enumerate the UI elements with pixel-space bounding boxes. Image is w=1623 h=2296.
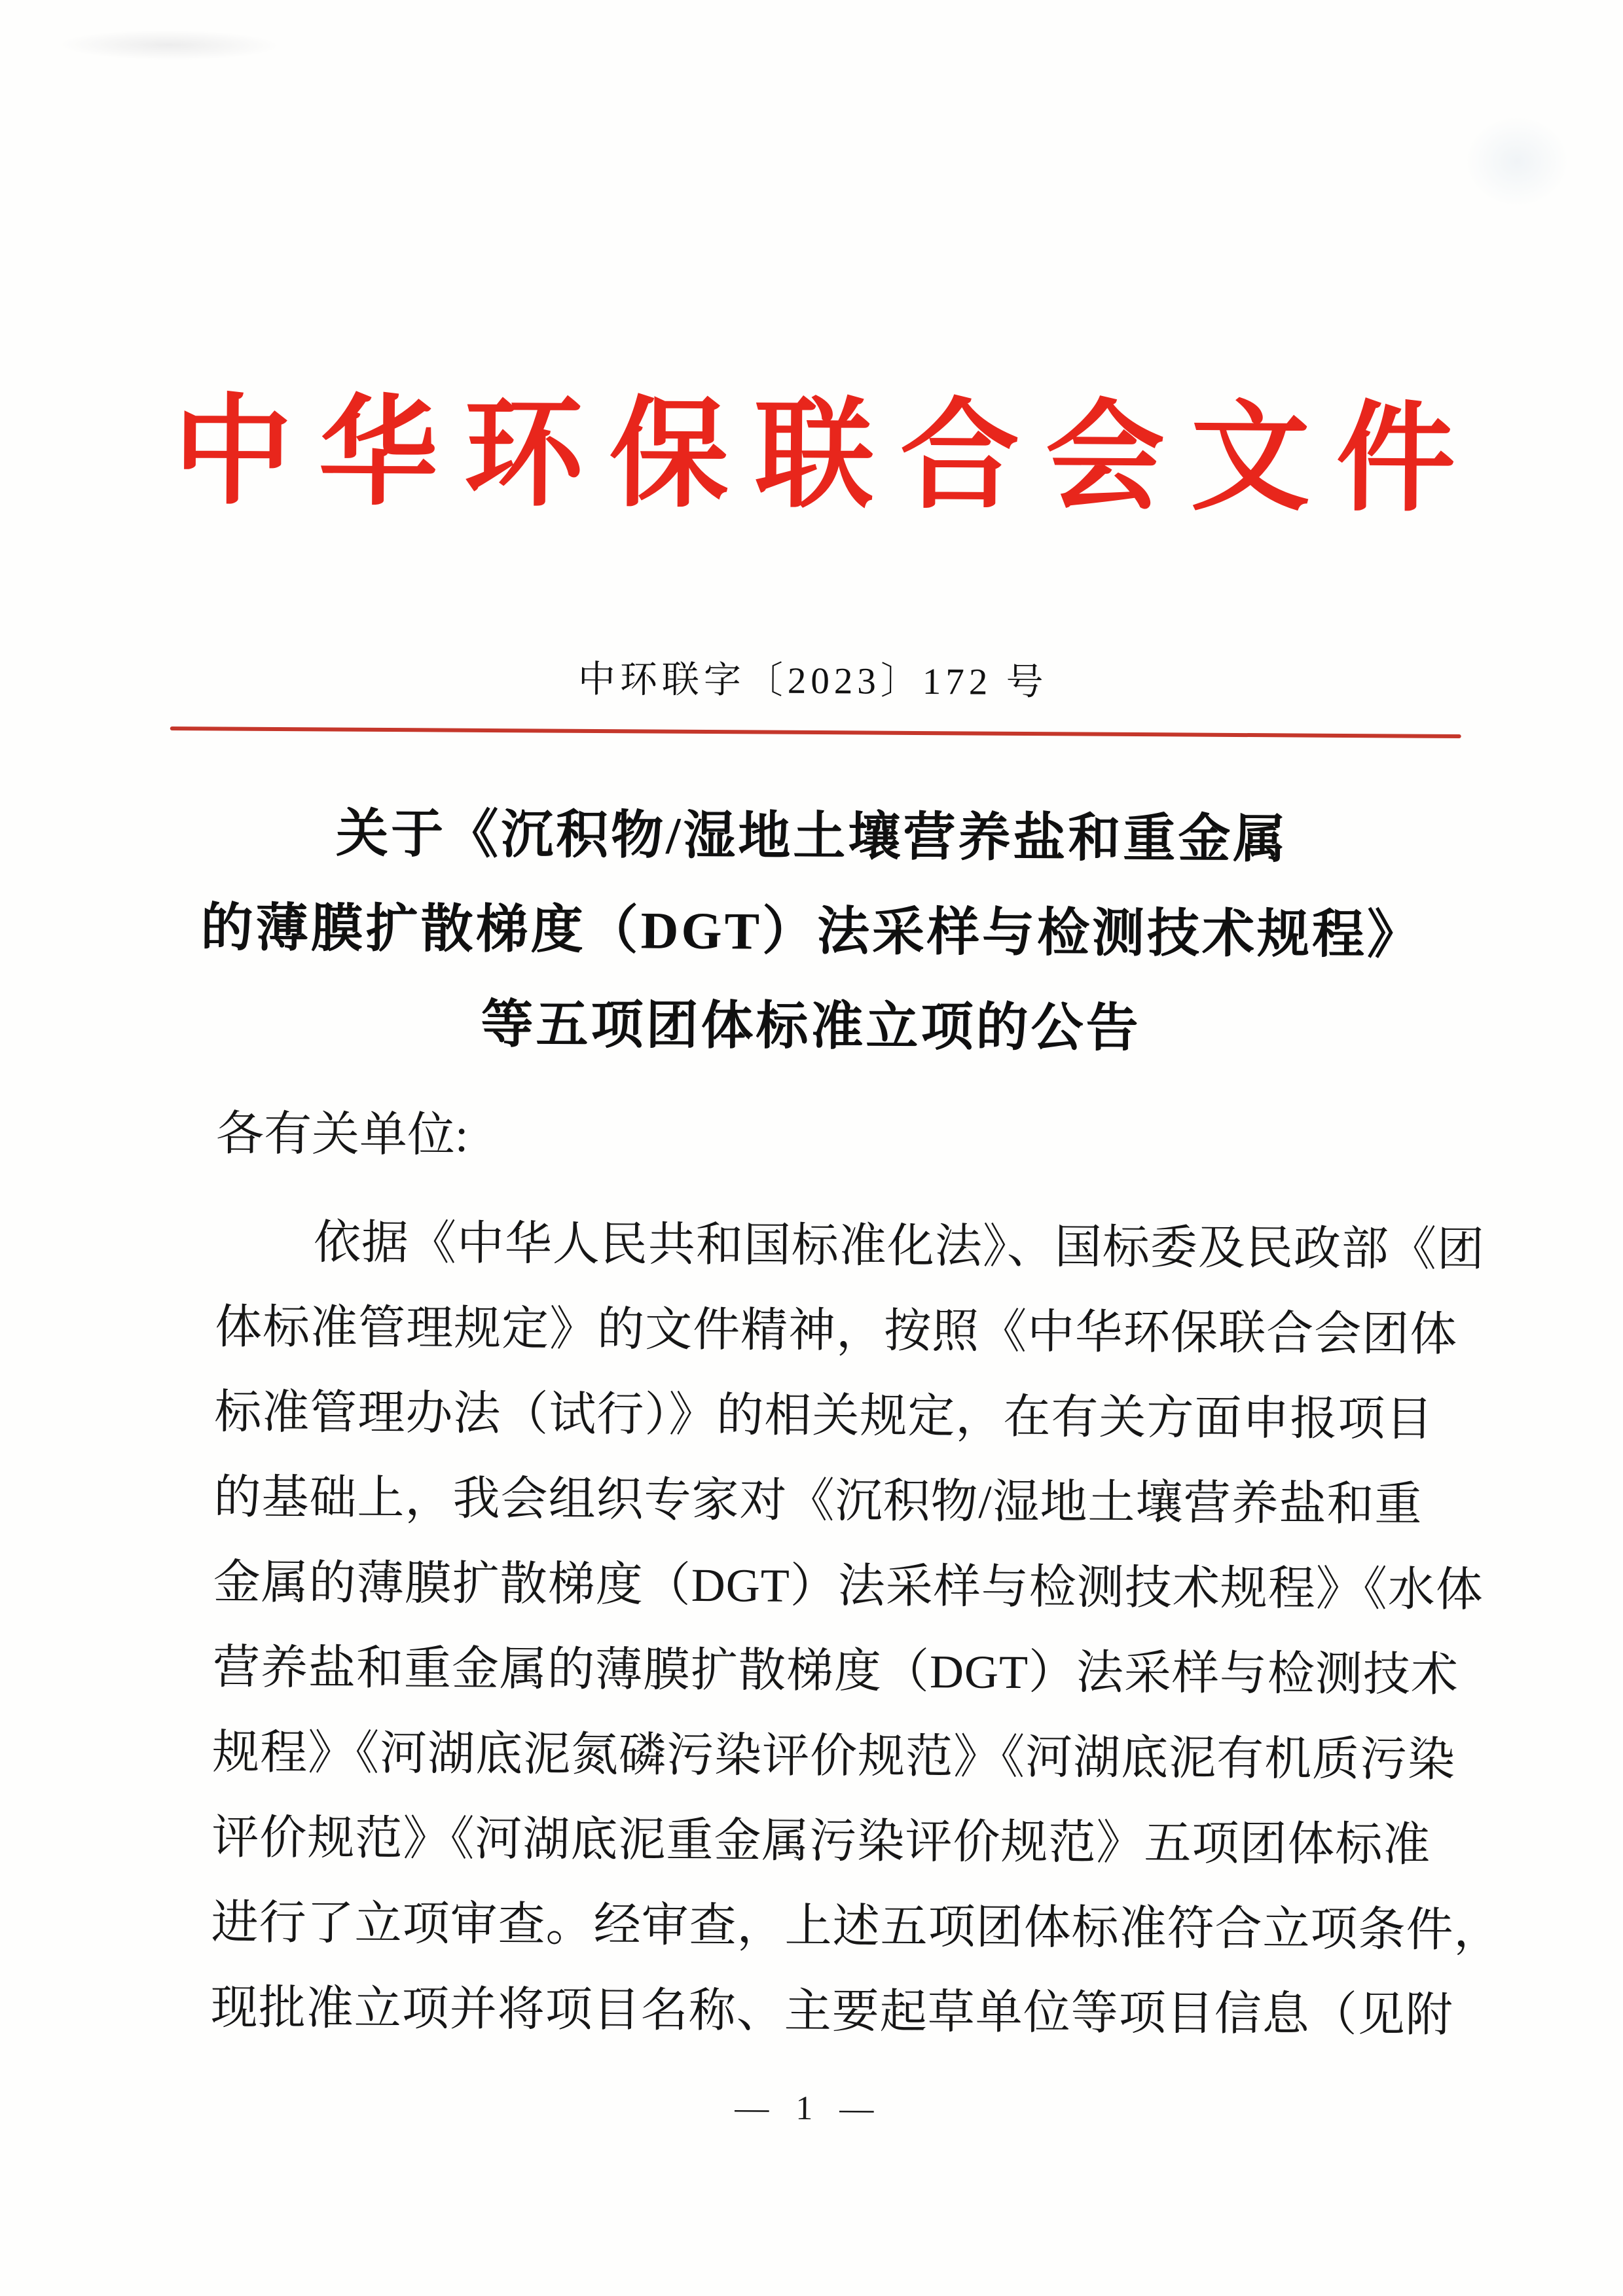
red-divider-line <box>170 726 1461 738</box>
body-line: 规程》《河湖底泥氮磷污染评价规范》《河湖底泥有机质污染 <box>211 1726 1456 1787</box>
notice-title <box>0 785 1623 1079</box>
body-line: 营养盐和重金属的薄膜扩散梯度（DGT）法采样与检测技术 <box>212 1641 1459 1702</box>
notice-body <box>210 1199 1502 2057</box>
body-line: 进行了立项审查。经审查，上述五项团体标准符合立项条件， <box>211 1896 1502 1957</box>
page-number: — 1 — <box>735 2089 883 2128</box>
scan-smudge-artifact <box>58 29 280 61</box>
scan-smudge-artifact <box>1465 115 1570 207</box>
document-number: 中环联字〔2023〕172 号 <box>577 658 1048 704</box>
notice-title-line-3: 等五项团体标准立项的公告 <box>481 996 1141 1058</box>
notice-title-line-1: 关于《沉积物/湿地土壤营养盐和重金属 <box>335 805 1288 869</box>
body-line: 现批准立项并将项目名称、主要起草单位等项目信息（见附 <box>210 1981 1454 2042</box>
body-line: 依据《中华人民共和国标准化法》、国标委及民政部《团 <box>313 1216 1486 1276</box>
salutation: 各有关单位: <box>215 1107 469 1162</box>
body-line: 的基础上，我会组织专家对《沉积物/湿地土壤营养盐和重 <box>213 1471 1423 1531</box>
agency-header-title: 中华环保联合会文件 <box>173 387 1482 527</box>
body-line: 标准管理办法（试行）》的相关规定，在有关方面申报项目 <box>214 1386 1434 1446</box>
body-line: 体标准管理规定》的文件精神，按照《中华环保联合会团体 <box>214 1300 1458 1361</box>
body-line: 评价规范》《河湖底泥重金属污染评价规范》五项团体标准 <box>211 1811 1431 1871</box>
body-line: 金属的薄膜扩散梯度（DGT）法采样与检测技术规程》《水体 <box>213 1556 1484 1617</box>
notice-title-line-2: 的薄膜扩散梯度（DGT）法采样与检测技术规程》 <box>200 899 1423 965</box>
